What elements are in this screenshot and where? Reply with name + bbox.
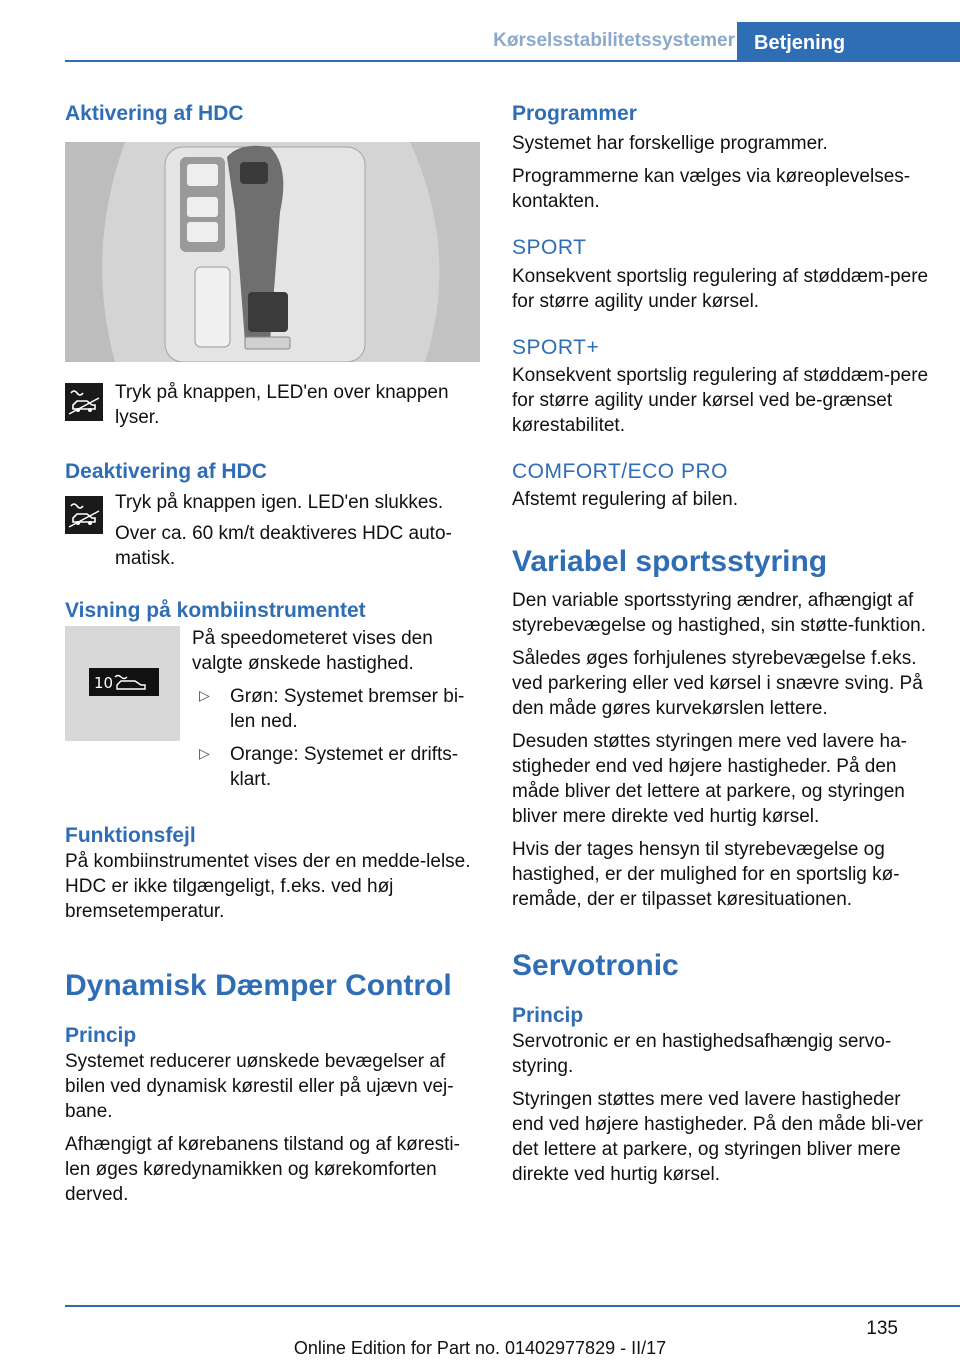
programs-text-1: Systemet har forskellige programmer.	[512, 133, 828, 155]
hdc-button-icon	[65, 496, 103, 534]
heading-variable-sport-steering: Variabel sportsstyring	[512, 545, 828, 579]
list-item: ▷ Grøn: Systemet bremser bi‐len ned.	[199, 685, 465, 732]
heading-servotronic: Servotronic	[512, 949, 679, 983]
deactivate-text-1: Tryk på knappen igen. LED'en slukkes.	[115, 491, 444, 513]
page-number: 135	[866, 1318, 898, 1339]
servo-text-1: Servotronic er en hastighedsafhængig servo‐styring.	[512, 1031, 892, 1078]
fault-text: På kombiinstrumentet vises der en medde‐lelse. HDC er ikke tilgængeligt, f.eks. ved høj bremsetemperatur.	[65, 851, 471, 923]
comfort-text: Afstemt regulering af bilen.	[512, 489, 739, 511]
display-intro: På speedometeret vises den valgte ønskede hastighed.	[192, 627, 433, 674]
heading-fault: Funktionsfejl	[65, 823, 196, 847]
edition-line: Online Edition for Part no. 01402977829 - II/17	[293, 1338, 667, 1358]
steering-text-4: Hvis der tages hensyn til styrebevægelse og hastighed, er der mulighed for en sportslig kø‐remåde, der er tilpasset køresituationen.	[512, 839, 900, 911]
steering-text-3: Desuden støttes styringen mere ved lavere ha‐stigheder end ved højere hastigheder. På den måde bliver det lettere at parkere, og styringen bliver mere direkte ved hurtig kørsel.	[512, 731, 907, 828]
running-header-section: Kørselsstabilitetssystemer	[493, 30, 735, 51]
triangle-bullet-icon: ▷	[199, 744, 210, 761]
heading-sport-plus: SPORT+	[512, 335, 600, 359]
programs-text-2: Programmerne kan vælges via køreoplevelses‐kontakten.	[512, 166, 911, 213]
right-column	[512, 100, 932, 1187]
instrument-display-image	[65, 626, 180, 741]
running-header-chapter: Betjening	[737, 22, 960, 60]
header-rule	[65, 60, 960, 62]
heading-principle-servotronic: Princip	[512, 1004, 584, 1028]
principle-text-2: Afhængigt af kørebanens tilstand og af køresti‐len øges køredynamikken og kørekomforten derved.	[65, 1134, 460, 1206]
triangle-bullet-icon: ▷	[199, 686, 210, 703]
steering-text-1: Den variable sportsstyring ændrer, afhængigt af styrebevægelse og hastighed, sin støtte‐funktion.	[512, 590, 927, 637]
servo-text-2: Styringen støttes mere ved lavere hastigheder end ved højere hastigheder. På den måde bli‐ver det lettere at parkere, og styringen bliver mere direkte ved hurtig kørsel.	[512, 1089, 923, 1186]
display-speed-value: 10	[94, 673, 114, 692]
heading-programs: Programmer	[512, 102, 637, 125]
steering-text-2: Således øges forhjulenes styrebevægelse f.eks. ved parkering eller ved kørsel i snævre sving. På den måde gøres kurvekørslen lettere.	[512, 648, 923, 720]
heading-dynamic-damper: Dynamisk Dæmper Control	[65, 969, 452, 1003]
heading-activate-hdc: Aktivering af HDC	[65, 102, 244, 125]
heading-sport: SPORT	[512, 236, 587, 260]
left-column	[65, 100, 480, 1207]
display-section	[65, 626, 480, 796]
activate-text: Tryk på knappen, LED'en over knappen lyser.	[115, 382, 449, 429]
sport-text: Konsekvent sportslig regulering af støddæm‐pere for større agility under kørsel.	[512, 265, 929, 312]
hdc-button-icon	[65, 383, 103, 421]
heading-principle: Princip	[65, 1024, 137, 1048]
heading-comfort-eco-pro: COMFORT/ECO PRO	[512, 459, 728, 483]
deactivate-text-2: Over ca. 60 km/t deaktiveres HDC auto‐matisk.	[115, 522, 452, 569]
deactivate-instruction	[65, 490, 480, 571]
gear-selector-photo	[65, 142, 480, 362]
activate-instruction	[65, 380, 480, 430]
list-item: ▷ Orange: Systemet er drifts‐klart.	[199, 743, 459, 790]
footer-rule	[65, 1305, 960, 1307]
heading-deactivate-hdc: Deaktivering af HDC	[65, 460, 267, 484]
sport-plus-text: Konsekvent sportslig regulering af støddæm‐pere for større agility under kørsel ved be‐grænset kørestabilitet.	[512, 364, 929, 436]
heading-display: Visning på kombiinstrumentet	[65, 598, 366, 622]
principle-text-1: Systemet reducerer uønskede bevægelser af bilen ved dynamisk kørestil eller på ujævn vej‐bane.	[65, 1051, 454, 1123]
